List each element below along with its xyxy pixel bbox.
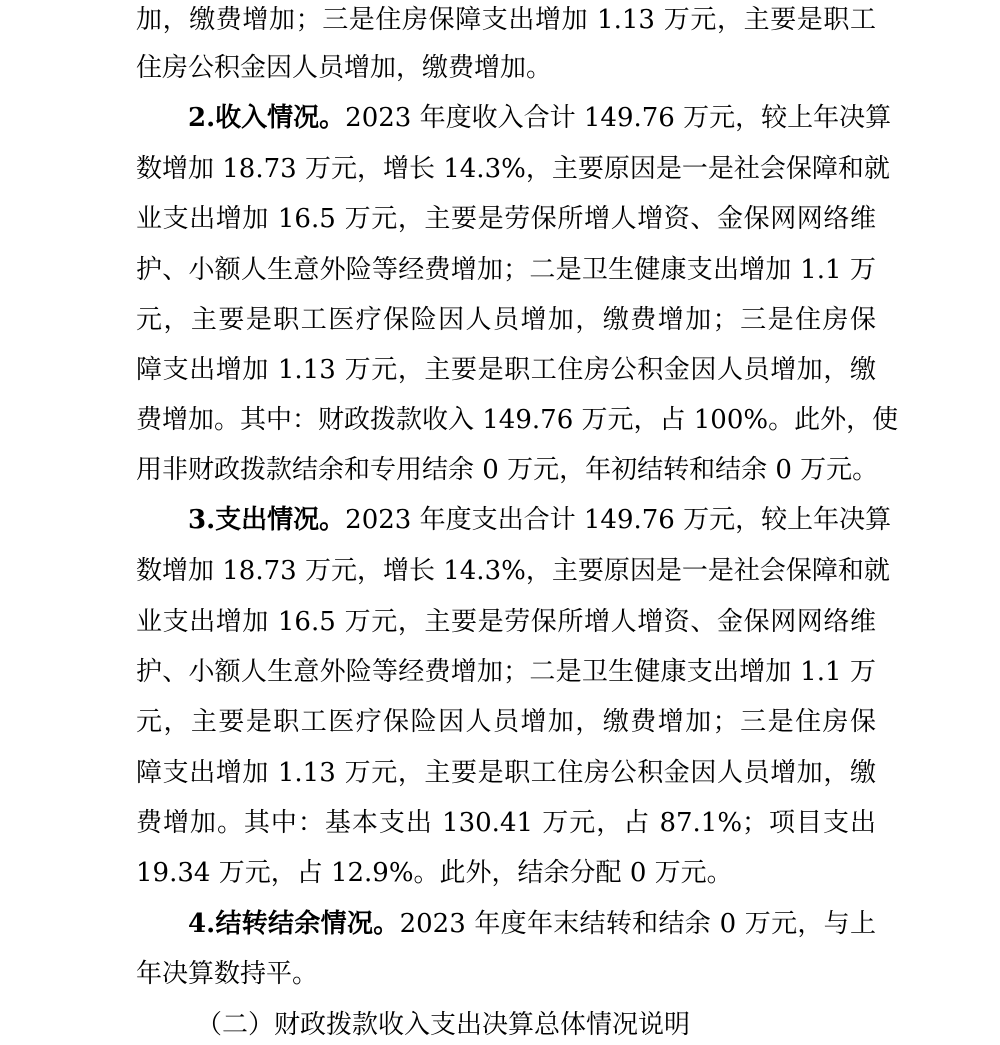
text-line: 业支出增加 16.5 万元，主要是劳保所增人增资、金保网网络维 xyxy=(136,607,876,637)
text-line: 业支出增加 16.5 万元，主要是劳保所增人增资、金保网网络维 xyxy=(136,204,876,234)
text-line: 障支出增加 1.13 万元，主要是职工住房公积金因人员增加，缴 xyxy=(136,758,876,788)
section-income-heading-line: 2.收入情况。2023 年度收入合计 149.76 万元，较上年决算 xyxy=(188,103,892,133)
section-carryover-heading-line: 4.结转结余情况。2023 年度年末结转和结余 0 万元，与上 xyxy=(188,909,876,939)
text-line: 护、小额人生意外险等经费增加；二是卫生健康支出增加 1.1 万 xyxy=(136,255,876,285)
text-line: 住房公积金因人员增加，缴费增加。 xyxy=(136,53,553,83)
text-line: 元，主要是职工医疗保险因人员增加，缴费增加；三是住房保 xyxy=(136,707,876,737)
text-line: 年决算数持平。 xyxy=(136,959,319,989)
text-line: 费增加。其中：基本支出 130.41 万元，占 87.1%；项目支出 xyxy=(136,808,876,838)
text-line: 护、小额人生意外险等经费增加；二是卫生健康支出增加 1.1 万 xyxy=(136,657,876,687)
section-title-carryover: 4.结转结余情况。 xyxy=(188,909,400,939)
text-line: 费增加。其中：财政拨款收入 149.76 万元，占 100%。此外，使 xyxy=(136,405,899,435)
subsection-heading: （二）财政拨款收入支出决算总体情况说明 xyxy=(196,1010,691,1040)
text-line: 加，缴费增加；三是住房保障支出增加 1.13 万元，主要是职工 xyxy=(136,5,876,35)
section-title-income: 2.收入情况。 xyxy=(188,103,346,133)
text-line: 障支出增加 1.13 万元，主要是职工住房公积金因人员增加，缴 xyxy=(136,355,876,385)
text-line: 元，主要是职工医疗保险因人员增加，缴费增加；三是住房保 xyxy=(136,305,876,335)
text-line: 19.34 万元，占 12.9%。此外，结余分配 0 万元。 xyxy=(136,858,733,888)
text-line: 用非财政拨款结余和专用结余 0 万元，年初结转和结余 0 万元。 xyxy=(136,455,879,485)
text-line: 数增加 18.73 万元，增长 14.3%，主要原因是一是社会保障和就 xyxy=(136,556,890,586)
text-line: 数增加 18.73 万元，增长 14.3%，主要原因是一是社会保障和就 xyxy=(136,154,890,184)
section-title-expenditure: 3.支出情况。 xyxy=(188,505,346,535)
section-expenditure-heading-line: 3.支出情况。2023 年度支出合计 149.76 万元，较上年决算 xyxy=(188,505,892,535)
